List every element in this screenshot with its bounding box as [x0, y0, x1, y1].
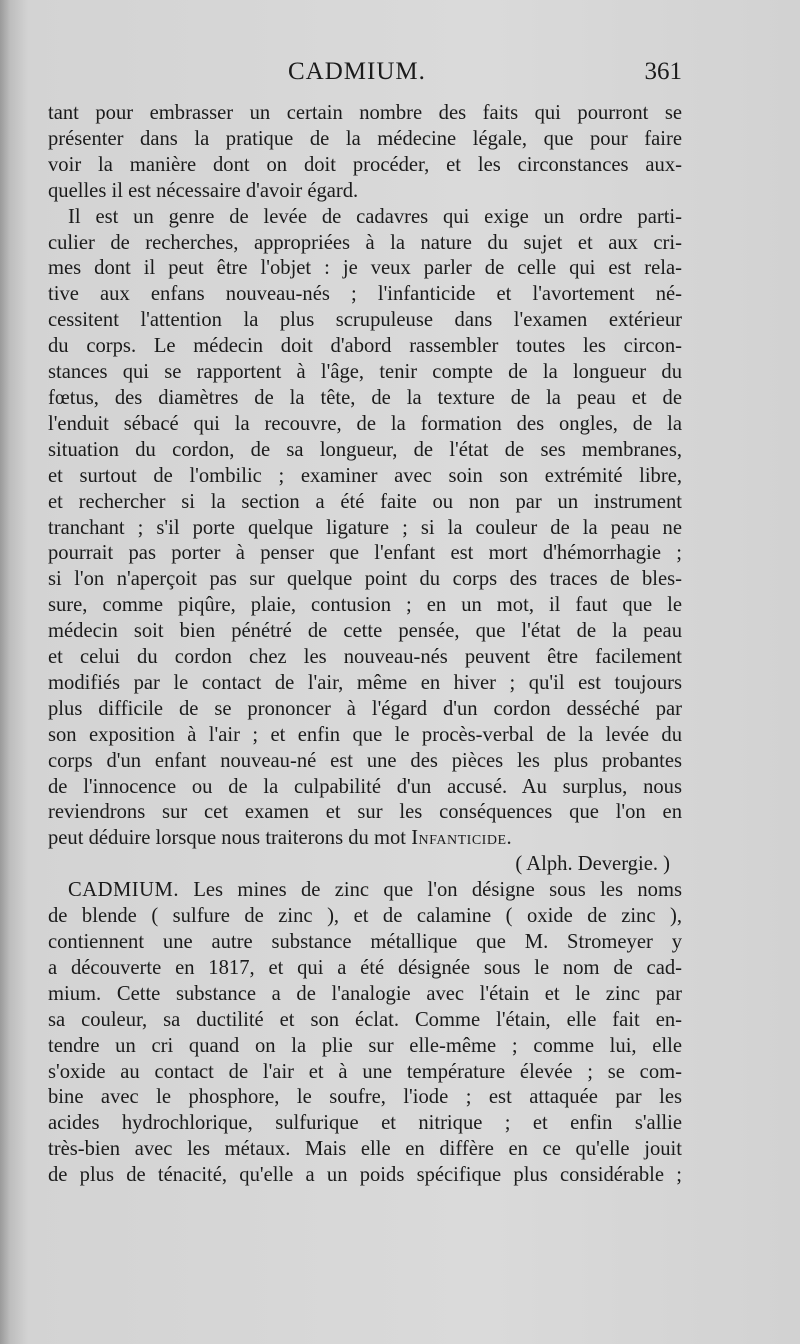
text-line: sure, comme piqûre, plaie, contusion ; en un mot, il faut que le — [48, 594, 682, 617]
text-line: tendre un cri quand on la plie sur elle-même ; comme lui, elle — [48, 1034, 682, 1057]
text-line: situation du cordon, de sa longueur, de l'état de ses membranes, — [48, 438, 682, 461]
text-line: de l'innocence ou de la culpabilité d'un accusé. Au surplus, nous — [48, 775, 682, 798]
text-line: tive aux enfans nouveau-nés ; l'infanticide et l'avortement né- — [48, 283, 682, 306]
text-line: fœtus, des diamètres de la tête, de la texture de la peau et de — [48, 386, 682, 409]
text-line: et celui du cordon chez les nouveau-nés peuvent être facilement — [48, 646, 682, 669]
body-text — [48, 101, 682, 1189]
entry-first-line — [48, 878, 682, 904]
text-line: si l'on n'aperçoit pas sur quelque point du corps des traces de bles- — [48, 568, 682, 591]
entry-headword: CADMIUM. — [68, 879, 179, 902]
text-line: reviendrons sur cet examen et sur les conséquences que l'on en — [48, 801, 682, 824]
text-line: et surtout de l'ombilic ; examiner avec soin son extrémité libre, — [48, 464, 682, 487]
text-line: bine avec le phosphore, le soufre, l'iode ; est attaquée par les — [48, 1086, 682, 1109]
page-header — [48, 58, 682, 98]
text-line-last — [48, 826, 682, 852]
paragraph-continued — [48, 101, 682, 205]
text-line: du corps. Le médecin doit d'abord rassembler toutes les circon- — [48, 335, 682, 358]
text-line: voir la manière dont on doit procéder, et les circonstances aux- — [48, 153, 682, 176]
text-fragment: Les mines de zinc que l'on désigne sous les noms — [178, 879, 682, 902]
page-number: 361 — [644, 58, 682, 85]
text-line: quelles il est nécessaire d'avoir égard. — [48, 179, 359, 202]
text-line: modifiés par le contact de l'air, même en hiver ; qu'il est toujours — [48, 671, 682, 694]
text-line: cessitent l'attention la plus scrupuleuse dans l'examen extérieur — [48, 309, 682, 332]
text-line: s'oxide au contact de l'air et à une température élevée ; se com- — [48, 1060, 682, 1083]
text-line: mium. Cette substance a de l'analogie avec l'étain et le zinc par — [48, 982, 682, 1005]
text-line: de blende ( sulfure de zinc ), et de calamine ( oxide de zinc ), — [48, 905, 682, 928]
text-line: très-bien avec les métaux. Mais elle en diffère en ce qu'elle jouit — [48, 1138, 682, 1161]
cross-reference: Infanticide. — [411, 827, 513, 850]
text-line: son exposition à l'air ; et enfin que le procès-verbal de la levée du — [48, 723, 682, 746]
text-line: mes dont il peut être l'objet : je veux parler de celle qui est rela- — [48, 257, 682, 280]
text-line: l'enduit sébacé qui la recouvre, de la formation des ongles, de la — [48, 412, 682, 435]
text-line: présenter dans la pratique de la médecine légale, que pour faire — [48, 127, 682, 150]
text-line: stances qui se rapportent à l'âge, tenir compte de la longueur du — [48, 361, 682, 384]
text-line: a découverte en 1817, et qui a été désignée sous le nom de cad- — [48, 956, 682, 979]
text-line: Il est un genre de levée de cadavres qui exige un ordre parti- — [68, 205, 682, 228]
text-fragment: peut déduire lorsque nous traiterons du mot — [48, 827, 412, 850]
text-line: tranchant ; s'il porte quelque ligature ; si la couleur de la peau ne — [48, 516, 682, 539]
text-line: médecin soit bien pénétré de cette pensée, que l'état de la peau — [48, 620, 682, 643]
text-line: contiennent une autre substance métallique que M. Stromeyer y — [48, 931, 682, 953]
author-signature: ( Alph. Devergie. ) — [515, 853, 670, 876]
text-line: culier de recherches, appropriées à la nature du sujet et aux cri- — [48, 231, 682, 254]
running-title: CADMIUM. — [288, 58, 426, 85]
paragraph-newborn-examination — [48, 205, 682, 879]
entry-cadmium — [48, 878, 682, 1189]
text-line: plus difficile de se prononcer à l'égard d'un cordon desséché par — [48, 697, 682, 720]
text-line: sa couleur, sa ductilité et son éclat. Comme l'étain, elle fait en- — [48, 1008, 682, 1031]
text-line: et rechercher si la section a été faite ou non par un instrument — [48, 490, 682, 513]
text-line: de plus de ténacité, qu'elle a un poids spécifique plus considérable ; — [48, 1164, 682, 1187]
text-line: acides hydrochlorique, sulfurique et nitrique ; et enfin s'allie — [48, 1112, 682, 1135]
text-line: pourrait pas porter à penser que l'enfant est mort d'hémorrhagie ; — [48, 542, 682, 565]
text-line: corps d'un enfant nouveau-né est une des pièces les plus probantes — [48, 749, 682, 772]
text-line: tant pour embrasser un certain nombre des faits qui pourront se — [48, 102, 682, 124]
